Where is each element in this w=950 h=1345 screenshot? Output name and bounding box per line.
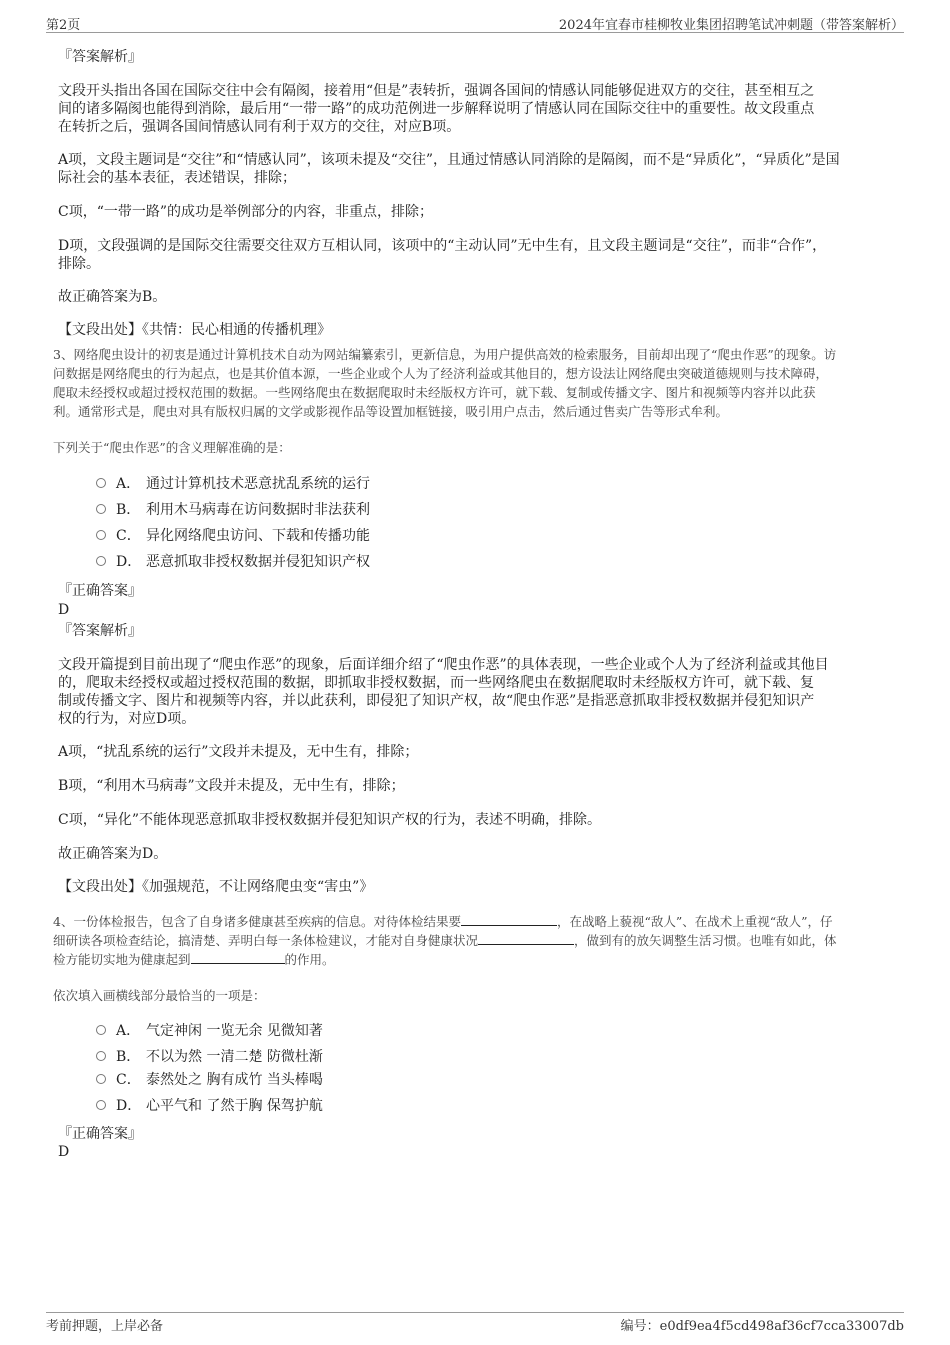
q4-stem-line: 检方能切实地为健康起到 的作用。 [53, 952, 335, 967]
q3-option-c[interactable]: C． 异化网络爬虫访问、下载和传播功能 [96, 526, 370, 546]
q3-stem-line: 问数据是网络爬虫的行为起点，也是其价值本源，一些企业或个人为了经济利益或其他目的，想方设法让网络爬虫突破道德规则与技术障碍， [53, 366, 829, 381]
radio-button-icon[interactable] [96, 530, 106, 540]
q2-analysis-line: 间的诸多隔阂也能得到消除，最后用“一带一路”的成功范例进一步解释说明了情感认同在国际交往中的重要性。故文段重点 [58, 101, 815, 117]
q2-analysis-label: 『答案解析』 [58, 49, 142, 65]
q4-option-d[interactable]: D． 心平气和 了然于胸 保驾护航 [96, 1096, 323, 1116]
q4-answer: D [58, 1144, 70, 1160]
q3-option-b-explanation: B项，“利用木马病毒”文段并未提及，无中生有，排除； [58, 778, 405, 794]
q3-analysis-line: 的，爬取未经授权或超过授权范围的数据，即抓取非授权数据，而一些网络爬虫在数据爬取时未经版权方许可，就下载、复 [58, 675, 814, 691]
page-number: 第2页 [46, 18, 81, 33]
q2-option-c-explanation: C项，“一带一路”的成功是举例部分的内容，非重点，排除； [58, 204, 434, 220]
fill-blank [461, 913, 557, 926]
q4-stem-line: 4、一份体检报告，包含了自身诸多健康甚至疾病的信息。对待体检结果要 ，在战略上藐视“敌人”、在战术上重视“敌人”，仔 [53, 914, 833, 929]
q2-conclusion: 故正确答案为B。 [58, 289, 167, 305]
q2-option-d-explanation: 排除。 [58, 256, 100, 272]
q3-prompt: 下列关于“爬虫作恶”的含义理解准确的是： [53, 440, 291, 455]
q3-stem-line: 利。通常形式是，爬虫对具有版权归属的文学或影视作品等设置加框链接，吸引用户点击，然后通过售卖广告等形式牟利。 [53, 404, 729, 419]
q3-answer: D [58, 602, 70, 618]
q3-option-b[interactable]: B． 利用木马病毒在访问数据时非法获利 [96, 500, 370, 520]
q2-source: 【文段出处】《共情：民心相通的传播机理》 [58, 322, 331, 338]
q3-stem-line: 3、网络爬虫设计的初衷是通过计算机技术自动为网站编纂索引，更新信息，为用户提供高效的检索服务，目前却出现了“爬虫作恶”的现象。访 [53, 347, 837, 362]
q2-analysis-line: 文段开头指出各国在国际交往中会有隔阂，接着用“但是”表转折，强调各国间的情感认同能够促进双方的交往，甚至相互之 [58, 83, 815, 99]
radio-button-icon[interactable] [96, 1074, 106, 1084]
radio-button-icon[interactable] [96, 556, 106, 566]
fill-blank [478, 932, 574, 945]
fill-blank [191, 951, 285, 964]
q3-source: 【文段出处】《加强规范，不让网络爬虫变“害虫”》 [58, 879, 374, 895]
radio-button-icon[interactable] [96, 1100, 106, 1110]
q4-answer-label: 『正确答案』 [58, 1126, 142, 1142]
q4-stem-line: 细研读各项检查结论，搞清楚、弄明白每一条体检建议，才能对自身健康状况 ，做到有的放矢调整生活习惯。也唯有如此，体 [53, 933, 837, 948]
q3-analysis-line: 文段开篇提到目前出现了“爬虫作恶”的现象，后面详细介绍了“爬虫作恶”的具体表现，一些企业或个人为了经济利益或其他目 [58, 657, 829, 673]
q3-analysis-line: 权的行为，对应D项。 [58, 711, 196, 727]
q4-prompt: 依次填入画横线部分最恰当的一项是： [53, 988, 266, 1003]
q3-option-a[interactable]: A． 通过计算机技术恶意扰乱系统的运行 [96, 474, 370, 494]
q3-analysis-line: 制或传播文字、图片和视频等内容，并以此获利，即侵犯了知识产权，故“爬虫作恶”是指恶意抓取非授权数据并侵犯知识产 [58, 693, 815, 709]
q3-option-a-explanation: A项，“扰乱系统的运行”文段并未提及，无中生有，排除； [58, 744, 419, 760]
q3-option-c-explanation: C项，“异化”不能体现恶意抓取非授权数据并侵犯知识产权的行为，表述不明确，排除。 [58, 812, 602, 828]
q2-option-d-explanation: D项，文段强调的是国际交往需要交往双方互相认同，该项中的“主动认同”无中生有，且文段主题词是“交往”，而非“合作”， [58, 238, 827, 254]
page-footer [46, 1312, 904, 1333]
q3-conclusion: 故正确答案为D。 [58, 846, 168, 862]
q2-analysis-line: 在转折之后，强调各国间情感认同有利于双方的交往，对应B项。 [58, 119, 461, 135]
radio-button-icon[interactable] [96, 504, 106, 514]
q4-option-b[interactable]: B． 不以为然 一清二楚 防微杜渐 [96, 1047, 323, 1067]
q3-answer-label: 『正确答案』 [58, 583, 142, 599]
radio-button-icon[interactable] [96, 1051, 106, 1061]
q3-stem-line: 爬取未经授权或超过授权范围的数据。一些网络爬虫在数据爬取时未经版权方许可，就下载、复制或传播文字、图片和视频等内容并以此获 [53, 385, 816, 400]
q3-analysis-label: 『答案解析』 [58, 623, 142, 639]
q2-option-a-explanation: A项，文段主题词是“交往”和“情感认同”，该项未提及“交往”，且通过情感认同消除的是隔阂，而不是“异质化”，“异质化”是国 [58, 152, 840, 168]
q2-option-a-explanation: 际社会的基本表征，表述错误，排除； [58, 170, 296, 186]
footer-slogan: 考前押题，上岸必备 [46, 1319, 164, 1334]
radio-button-icon[interactable] [96, 1025, 106, 1035]
page-header [46, 14, 904, 33]
document-title: 2024年宜春市桂柳牧业集团招聘笔试冲刺题（带答案解析） [558, 18, 904, 33]
document-code: 编号：e0df9ea4f5cd498af36cf7cca33007db [620, 1319, 904, 1334]
q3-option-d[interactable]: D． 恶意抓取非授权数据并侵犯知识产权 [96, 552, 370, 572]
q4-option-a[interactable]: A． 气定神闲 一览无余 见微知著 [96, 1021, 323, 1041]
q4-option-c[interactable]: C． 泰然处之 胸有成竹 当头棒喝 [96, 1070, 323, 1090]
radio-button-icon[interactable] [96, 478, 106, 488]
